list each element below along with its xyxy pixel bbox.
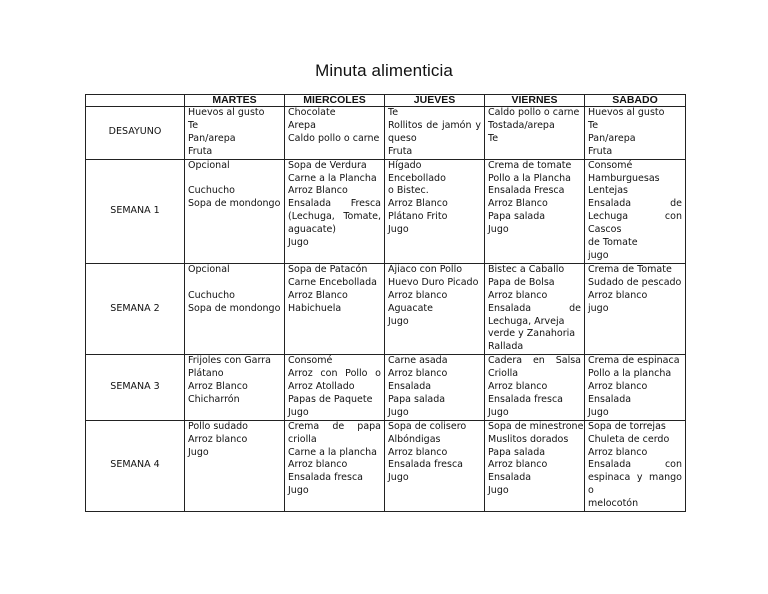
menu-item: Hígado Encebollado	[388, 159, 446, 184]
menu-item: Sopa de Patacón	[288, 263, 368, 275]
menu-item: Fruta	[588, 145, 613, 157]
menu-item: Fruta	[388, 145, 413, 157]
menu-item: Arroz blanco	[388, 289, 448, 301]
menu-item	[188, 277, 281, 290]
menu-item: Crema de espinaca	[588, 355, 680, 367]
table-row	[86, 420, 686, 511]
menu-item: Te	[388, 107, 399, 118]
menu-cell-martes	[185, 420, 285, 511]
menu-item: Bistec a Caballo	[488, 263, 565, 275]
menu-item: Te	[588, 119, 599, 131]
table-row	[86, 159, 686, 263]
menu-item: Caldo pollo o carne	[488, 107, 580, 118]
menu-item: Jugo	[588, 406, 609, 418]
menu-item: Chicharrón	[188, 393, 240, 405]
menu-item: Jugo	[288, 406, 309, 418]
menu-item: Sopa de torrejas	[588, 420, 666, 432]
menu-item: Ensalada con	[588, 459, 682, 471]
menu-item: Jugo	[188, 446, 209, 458]
menu-item: Papa salada	[388, 393, 446, 405]
menu-item: Habichuela	[288, 302, 342, 314]
menu-item: Cuchucho	[188, 185, 235, 197]
menu-cell-sabado	[585, 107, 686, 160]
menu-item: Frijoles con Garra	[188, 355, 271, 367]
menu-cell-viernes	[485, 263, 585, 354]
menu-item: Lentejas	[588, 185, 628, 197]
table-row	[86, 263, 686, 354]
menu-item: Jugo	[488, 485, 509, 497]
menu-item: Papa salada	[488, 446, 546, 458]
menu-item: Ensalada de	[588, 198, 682, 210]
menu-item: Papa salada	[488, 211, 546, 223]
menu-item: Fruta	[188, 145, 213, 157]
menu-item: Arroz Atollado	[288, 381, 355, 393]
menu-item: Jugo	[388, 224, 409, 236]
menu-item: Sopa de mondongo	[188, 198, 281, 210]
header-martes: MARTES	[185, 95, 285, 107]
menu-item: Pan/arepa	[588, 132, 636, 144]
menu-item: Papas de Paquete	[288, 393, 373, 405]
menu-cell-martes	[185, 107, 285, 160]
menu-item: Pollo a la Plancha	[488, 172, 571, 184]
menu-table	[85, 94, 686, 512]
menu-item: Caldo pollo o carne	[288, 132, 380, 144]
menu-cell-martes	[185, 159, 285, 263]
header-jueves: JUEVES	[385, 95, 485, 107]
menu-item: Arroz blanco	[588, 446, 648, 458]
menu-cell-viernes	[485, 159, 585, 263]
menu-item: Sopa de Verdura	[288, 159, 367, 171]
menu-item: Te	[188, 119, 199, 131]
menu-item: Jugo	[288, 485, 309, 497]
menu-item: Criolla	[488, 368, 519, 380]
menu-item: Arroz blanco	[288, 459, 348, 471]
menu-item: Huevos al gusto	[188, 107, 265, 118]
menu-item: Ensalada fresca	[388, 459, 464, 471]
menu-item: Arroz Blanco	[288, 289, 348, 301]
menu-item: Arroz blanco	[188, 433, 248, 445]
header-row	[86, 95, 686, 107]
menu-cell-miercoles	[285, 263, 385, 354]
menu-item: Arroz blanco	[588, 381, 648, 393]
menu-item: Ensalada de	[488, 302, 581, 314]
menu-item: Jugo	[388, 406, 409, 418]
menu-item: Arroz blanco	[388, 446, 448, 458]
menu-item: Consomé	[588, 159, 633, 171]
table-row	[86, 107, 686, 160]
menu-item: Arroz Blanco	[488, 198, 548, 210]
menu-item: Jugo	[388, 315, 409, 327]
menu-item: Sopa de mondongo	[188, 302, 281, 314]
menu-item: Carne a la Plancha	[288, 172, 377, 184]
menu-item: Ensalada	[388, 381, 432, 393]
header-corner	[86, 95, 185, 107]
menu-item: Jugo	[488, 224, 509, 236]
menu-item: Huevos al gusto	[588, 107, 665, 118]
menu-cell-sabado	[585, 420, 686, 511]
menu-item: Pan/arepa	[188, 132, 236, 144]
menu-cell-jueves	[385, 263, 485, 354]
menu-item: Ensalada fresca	[288, 472, 364, 484]
menu-item: Arroz con Pollo o	[288, 368, 381, 380]
menu-item: Aguacate	[388, 302, 433, 314]
menu-item: Arepa	[288, 119, 316, 131]
menu-cell-miercoles	[285, 355, 385, 421]
menu-cell-viernes	[485, 107, 585, 160]
menu-item: Rollitos de jamón y	[388, 119, 481, 131]
row-label: SEMANA 3	[86, 355, 185, 421]
menu-item: Plátano Frito	[388, 211, 448, 223]
menu-item: Te	[488, 132, 499, 144]
menu-item: aguacate)	[288, 224, 337, 236]
menu-item: jugo	[588, 249, 609, 261]
menu-cell-miercoles	[285, 159, 385, 263]
menu-item: Carne a la plancha	[288, 446, 377, 458]
menu-item: (Lechuga, Tomate,	[288, 211, 381, 223]
menu-item: queso	[388, 132, 417, 144]
menu-item: Crema de Tomate	[588, 263, 672, 275]
menu-item: Ensalada	[488, 472, 532, 484]
menu-item: Arroz blanco	[488, 289, 548, 301]
menu-item: Muslitos dorados	[488, 433, 569, 445]
row-label: DESAYUNO	[86, 107, 185, 160]
menu-cell-miercoles	[285, 107, 385, 160]
row-label: SEMANA 1	[86, 159, 185, 263]
menu-item: Arroz blanco	[388, 368, 448, 380]
menu-item: Sopa de colisero	[388, 420, 467, 432]
row-label: SEMANA 2	[86, 263, 185, 354]
menu-item: Ajiaco con Pollo	[388, 263, 463, 275]
menu-item: Cadera en Salsa	[488, 355, 581, 367]
menu-item: Consomé	[288, 355, 333, 367]
menu-item: de Tomate	[588, 237, 638, 249]
menu-cell-sabado	[585, 355, 686, 421]
menu-item: verde y Zanahoria	[488, 328, 576, 340]
menu-item: Tostada/arepa	[488, 119, 555, 131]
menu-item: espinaca y mango o	[588, 472, 682, 497]
menu-item: Rallada	[488, 341, 524, 353]
menu-item: Opcional	[188, 263, 230, 275]
menu-item: Huevo Duro Picado	[388, 276, 479, 288]
menu-item: Carne Encebollada	[288, 276, 377, 288]
menu-item: o Bistec.	[388, 185, 429, 197]
menu-item: Crema de papa	[288, 420, 381, 432]
menu-item: Lechuga, Arveja	[488, 315, 565, 327]
menu-cell-sabado	[585, 263, 686, 354]
menu-cell-viernes	[485, 355, 585, 421]
menu-item: Arroz Blanco	[188, 381, 248, 393]
page-title: Minuta alimenticia	[315, 61, 453, 80]
menu-cell-jueves	[385, 107, 485, 160]
menu-item: Sudado de pescado	[588, 276, 682, 288]
menu-item: Pollo a la plancha	[588, 368, 672, 380]
menu-cell-martes	[185, 355, 285, 421]
menu-item: Cuchucho	[188, 289, 235, 301]
menu-item: Arroz blanco	[488, 381, 548, 393]
menu-item: Ensalada Fresca	[488, 185, 565, 197]
menu-item: Carne asada	[388, 355, 448, 367]
menu-item: criolla	[288, 433, 317, 445]
menu-item: Ensalada Fresca	[288, 198, 381, 210]
menu-cell-miercoles	[285, 420, 385, 511]
menu-item: Arroz blanco	[488, 459, 548, 471]
menu-cell-viernes	[485, 420, 585, 511]
menu-cell-jueves	[385, 420, 485, 511]
menu-item: Plátano	[188, 368, 224, 380]
menu-item: Jugo	[388, 472, 409, 484]
menu-item: Lechuga con Cascos	[588, 211, 682, 236]
table-row	[86, 355, 686, 421]
menu-cell-jueves	[385, 355, 485, 421]
menu-cell-sabado	[585, 159, 686, 263]
menu-item: Opcional	[188, 159, 230, 171]
menu-item: Arroz Blanco	[288, 185, 348, 197]
menu-item: Albóndigas	[388, 433, 441, 445]
menu-item: Ensalada	[588, 393, 632, 405]
header-miercoles: MIERCOLES	[285, 95, 385, 107]
menu-item: Arroz blanco	[588, 289, 648, 301]
menu-cell-jueves	[385, 159, 485, 263]
menu-cell-martes	[185, 263, 285, 354]
menu-item: Sopa de minestrone	[488, 420, 584, 432]
menu-item	[188, 173, 281, 186]
menu-item: Crema de tomate	[488, 159, 572, 171]
menu-item: Chuleta de cerdo	[588, 433, 670, 445]
menu-item: Ensalada fresca	[488, 393, 564, 405]
menu-item: Chocolate	[288, 107, 336, 118]
header-sabado: SABADO	[585, 95, 686, 107]
menu-item: Jugo	[288, 237, 309, 249]
header-viernes: VIERNES	[485, 95, 585, 107]
menu-item: Hamburguesas	[588, 172, 660, 184]
menu-item: melocotón	[588, 498, 639, 510]
menu-item: Pollo sudado	[188, 420, 248, 432]
menu-item: Arroz Blanco	[388, 198, 448, 210]
menu-item: Jugo	[488, 406, 509, 418]
row-label: SEMANA 4	[86, 420, 185, 511]
menu-item: jugo	[588, 302, 609, 314]
menu-item: Papa de Bolsa	[488, 276, 555, 288]
